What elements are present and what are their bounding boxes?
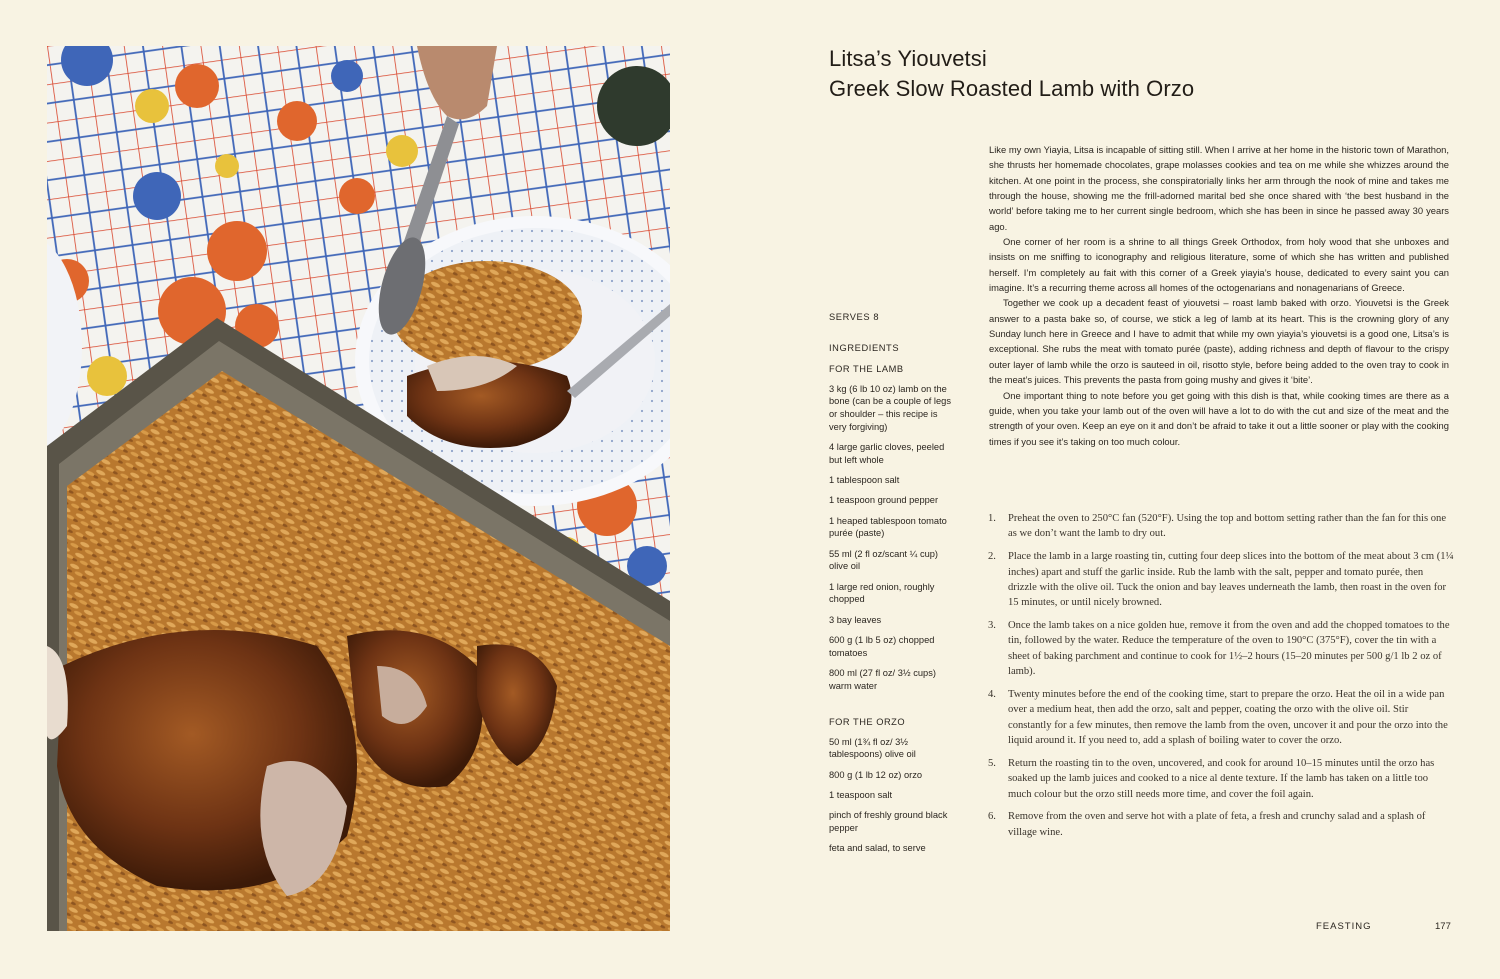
- step-number: 6.: [988, 811, 996, 823]
- method-step: [988, 511, 1454, 542]
- page-number: 177: [1435, 921, 1451, 932]
- step-number: 1.: [988, 513, 996, 524]
- lamb-ingredient-list: [829, 383, 951, 692]
- ingredient-item: 50 ml (1¾ fl oz/ 3½ tablespoons) olive oil: [829, 736, 916, 760]
- ingredient-item: 800 g (1 lb 12 oz) orzo: [829, 769, 923, 780]
- ingredient-item: 1 teaspoon ground pepper: [829, 495, 939, 506]
- lamb-heading: FOR THE LAMB: [829, 364, 904, 375]
- ingredients-column: [829, 311, 951, 863]
- method-step: [988, 756, 1454, 802]
- recipe-title-block: [829, 44, 1194, 104]
- method-step: [988, 549, 1454, 610]
- ingredient-item: 3 bay leaves: [829, 614, 882, 625]
- step-text: Preheat the oven to 250°C fan (520°F). Using the top and bottom setting rather than the fan for this one as we don’t want the lamb to dry out.: [1008, 513, 1447, 540]
- ingredient-item: feta and salad, to serve: [829, 843, 926, 854]
- ingredient-item: 1 tablespoon salt: [829, 474, 900, 485]
- ingredient-item: 55 ml (2 fl oz/scant ¼ cup) olive oil: [829, 548, 939, 572]
- serves-label: SERVES 8: [829, 312, 880, 322]
- method-steps: [988, 511, 1454, 848]
- step-text: Remove from the oven and serve hot with a plate of feta, a fresh and crunchy salad and a splash of village wine.: [1008, 811, 1426, 838]
- recipe-subtitle: Greek Slow Roasted Lamb with Orzo: [829, 76, 1195, 101]
- intro-paragraph: Like my own Yiayia, Litsa is incapable of sitting still. When I arrive at her home in the historic town of Marathon, she thrusts her homemade chocolates, grape molasses cookies and tea on me while she whizzes around the kitchen. At one point in the process, she conspiratorially links her arm through the nook of mine and takes me through the house, showing me the frill-adorned marital bed she once shared with ‘the best husband in the world’ before taking me to her current single bedroom, which she has been in since he passed away 30 years ago.: [989, 144, 1449, 232]
- recipe-introduction: [989, 142, 1449, 449]
- intro-paragraph: One important thing to note before you get going with this dish is that, while cooking times are there as a guide, when you take your lamb out of the oven will have a lot to do with the cut and size of the meat and the strength of your oven. Keep an eye on it and don’t be afraid to take it out a little sooner or play with the cooking times if you see it’s taking on too much colour.: [989, 389, 1449, 447]
- step-text: Twenty minutes before the end of the cooking time, start to prepare the orzo. Heat the oil in a wide pan over a medium heat, then add the orzo, salt and pepper, coating the orzo with the olive oil. Stir constantly for a few minutes, then remove the lamb from the oven, uncover it and pour the orzo into the liquid around it. If you need to, add a splash of boiling water to cover the orzo.: [1008, 688, 1448, 746]
- step-number: 2.: [988, 551, 996, 563]
- ingredient-item: 4 large garlic cloves, peeled but left whole: [829, 441, 945, 465]
- step-text: Once the lamb takes on a nice golden hue, remove it from the oven and add the chopped tomatoes to the tin, followed by the water. Reduce the temperature of the oven to 190°C (375°F), cover the tin with a sheet of baking parchment and continue to cook for 1½–2 hours (15–20 minutes per 500 g/1 lb 2 oz of lamb).: [1008, 620, 1450, 678]
- step-number: 3.: [988, 620, 996, 632]
- method-step: [988, 618, 1454, 679]
- ingredient-item: pinch of freshly ground black pepper: [829, 810, 948, 833]
- ingredient-item: 1 heaped tablespoon tomato purée (paste): [829, 515, 947, 539]
- method-step: [988, 687, 1454, 748]
- intro-paragraph: Together we cook up a decadent feast of yiouvetsi – roast lamb baked with orzo. Yiouvetsi is the Greek answer to a pasta bake so, of course, we stick a leg of lamb at its heart. This is the crowning glory of any Sunday lunch here in Greece and I have to admit that while my own yiayia’s yiouvetsi is a good one, Litsa’s is exceptional. She rubs the meat with tomato purée (paste), adding richness and depth of flavour to the crispy outer layer of lamb while the orzo is sauteed in oil, risotto style, before being added to the oven tray to cook in the meat’s juices. This prevents the pasta from going mushy and gives it ‘bite’.: [989, 297, 1449, 386]
- recipe-title: Litsa’s Yiouvetsi: [829, 46, 987, 71]
- orzo-ingredient-list: [829, 736, 951, 855]
- ingredient-item: 1 large red onion, roughly chopped: [829, 581, 935, 605]
- ingredient-item: 600 g (1 lb 5 oz) chopped tomatoes: [829, 635, 935, 658]
- ingredient-item: 800 ml (27 fl oz/ 3½ cups) warm water: [829, 668, 936, 691]
- step-number: 5.: [988, 757, 996, 769]
- section-name: FEASTING: [1316, 921, 1372, 932]
- step-text: Place the lamb in a large roasting tin, cutting four deep slices into the bottom of the meat about 3 cm (1¼ inches) apart and stuff the garlic inside. Rub the lamb with the salt, pepper and tomato purée, then drizzle with the olive oil. Tuck the onion and bay leaves underneath the lamb, then roast in the oven for 15 minutes, or until nicely browned.: [1008, 551, 1454, 609]
- step-number: 4.: [988, 688, 996, 700]
- ingredient-item: 3 kg (6 lb 10 oz) lamb on the bone (can be a couple of legs or shoulder – this recipe is very forgiving): [829, 383, 951, 432]
- step-text: Return the roasting tin to the oven, uncovered, and cook for around 10–15 minutes until the orzo has soaked up the lamb juices and cooked to a nice al dente texture. If the lamb has taken on a little too much colour but the orzo still needs more time, and cover the foil again.: [1008, 757, 1435, 800]
- recipe-photo: [47, 46, 670, 931]
- ingredient-item: 1 teaspoon salt: [829, 790, 893, 800]
- method-step: [988, 809, 1454, 840]
- intro-paragraph: One corner of her room is a shrine to all things Greek Orthodox, from holy wood that she unboxes and insists on me sniffing to iconography and religious literature, some of which she has written and published herself. I’m completely au fait with this corner of a Greek yiayia’s house, dedicated to every saint you can imagine. It’s a recurring theme across all homes of the octogenarians and nonagenarians of Greece.: [989, 236, 1449, 294]
- orzo-heading: FOR THE ORZO: [829, 717, 906, 728]
- ingredients-heading: INGREDIENTS: [829, 342, 900, 353]
